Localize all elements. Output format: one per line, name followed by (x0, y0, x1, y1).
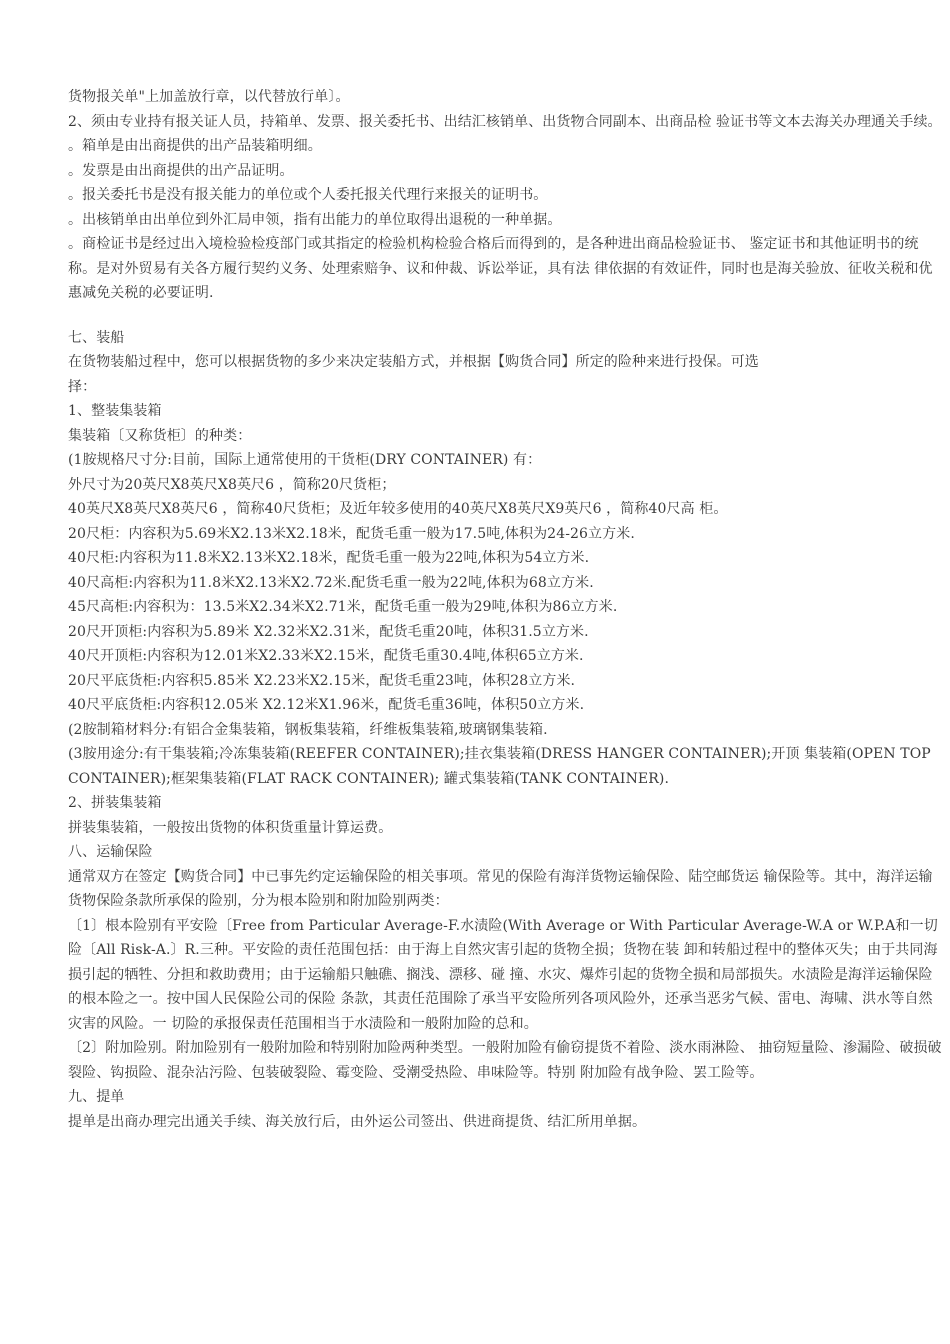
heading-insurance: 八、运输保险 (68, 844, 153, 860)
heading-full-container: 1、整装集装箱 (68, 403, 162, 419)
paragraph-45ft-hc-spec: 45尺高柜:内容积为：13.5米X2.34米X2.71米，配货毛重一般为29吨,体积为86立方米. (68, 599, 618, 615)
paragraph-basic-coverage: 〔1〕根本险别有平安险〔Free from Particular Average-F.水渍险(With Average or With Particular Average-W.A or W.P.A和一切险〔All Risk-A.〕R.三种。平安险的责任范围包括：由于海上自然灾害引起的货物全损；货物在装 卸和转船过程中的整体灭失；由于共同海损引起的牺牲、分担和救助费用；由于运输船只触礁、搁浅、漂移、碰 撞、水灾、爆炸引起的货物全损和局部损失。水渍险是海洋运输保险的根本险之一。按中国人民保险公司的保险 条款，其责任范围除了承当平安险所列各项风险外，还承当恶劣气候、雷电、海啸、洪水等自然灾害的风险。一 切险的承报保责任范围相当于水渍险和一般附加险的总和。 (68, 917, 938, 1032)
paragraph-bill-of-lading: 提单是出商办理完出通关手续、海关放行后，由外运公司签出、供进商提货、结汇所用单据。 (68, 1113, 647, 1130)
paragraph-shipment-choose: 择： (68, 378, 97, 395)
paragraph-20ft-outer: 外尺寸为20英尺X8英尺X8英尺6 ，简称20尺货柜； (68, 476, 396, 493)
paragraph-insurance-intro: 通常双方在签定【购货合同】中已事先约定运输保险的相关事项。常见的保险有海洋货物运输保险、陆空邮货运 输保险等。其中，海洋运输货物保险条款所承保的险别，分为根本险别和附加险别两类： (68, 868, 933, 909)
paragraph-additional-coverage: 〔2〕附加险别。附加险别有一般附加险和特别附加险两种类型。一般附加险有偷窃提货不着险、淡水雨淋险、 抽窃短量险、渗漏险、破损破裂险、钩损险、混杂沾污险、包装破裂险、霉变险、受潮受热险、串味险等。特别 附加险有战争险、罢工险等。 (68, 1040, 942, 1081)
paragraph-customs-stamp: 货物报关单"上加盖放行章，以代替放行单〕。 (68, 89, 350, 105)
heading-bill-of-lading: 九、提单 (68, 1089, 125, 1105)
paragraph-by-usage: (3胺用途分:有干集装箱;冷冻集装箱(REEFER CONTAINER);挂衣集装箱(DRESS HANGER CONTAINER);开顶 集装箱(OPEN TOP CONTAINER);框架集装箱(FLAT RACK CONTAINER); 罐式集装箱(TANK CONTAINER). (68, 746, 931, 787)
paragraph-customs-procedure: 2、须由专业持有报关证人员，持箱单、发票、报关委托书、出结汇核销单、出货物合同副本、出商品检 验证书等文本去海关办理通关手续。 (68, 113, 942, 130)
paragraph-20ft-spec: 20尺柜：内容积为5.69米X2.13米X2.18米，配货毛重一般为17.5吨,体积为24-26立方米. (68, 525, 635, 542)
paragraph-40ft-spec: 40尺柜:内容积为11.8米X2.13米X2.18米，配货毛重一般为22吨,体积为54立方米. (68, 550, 590, 566)
section-spacer (68, 306, 942, 326)
paragraph-power-of-attorney: 。报关委托书是没有报关能力的单位或个人委托报关代理行来报关的证明书。 (68, 187, 548, 203)
paragraph-40ft-ot-spec: 40尺开顶柜:内容积为12.01米X2.33米X2.15米，配货毛重30.4吨,体积65立方米. (68, 648, 584, 664)
heading-lcl-container: 2、拼装集装箱 (68, 795, 162, 811)
paragraph-by-material: (2胺制箱材料分:有铝合金集装箱，钢板集装箱，纤维板集装箱,玻璃钢集装箱. (68, 721, 548, 738)
paragraph-lcl-freight: 拼装集装箱，一般按出货物的体积货重量计算运费。 (68, 819, 393, 836)
paragraph-inspection-certificate: 。商检证书是经过出入境检验检疫部门或其指定的检验机构检验合格后而得到的，是各种进出商品检验证书、 鉴定证书和其他证明书的统称。是对外贸易有关各方履行契约义务、处理索赔争、议和仲裁、诉讼举证，具有法 律依据的有效证件，同时也是海关验放、征收关税和优惠减免关税的必要证明. (68, 236, 933, 301)
paragraph-20ft-ot-spec: 20尺开顶柜:内容积为5.89米 X2.32米X2.31米，配货毛重20吨，体积31.5立方米. (68, 623, 589, 640)
paragraph-invoice: 。发票是由出商提供的出产品证明。 (68, 162, 294, 179)
paragraph-20ft-fr-spec: 20尺平底货柜:内容积5.85米 X2.23米X2.15米，配货毛重23吨，体积28立方米. (68, 672, 576, 689)
paragraph-40ft-fr-spec: 40尺平底货柜:内容积12.05米 X2.12米X1.96米，配货毛重36吨，体积50立方米. (68, 697, 585, 713)
paragraph-40ft-hc-spec: 40尺高柜:内容积为11.8米X2.13米X2.72米.配货毛重一般为22吨,体积为68立方米. (68, 574, 594, 591)
paragraph-40ft-outer: 40英尺X8英尺X8英尺6 ，简称40尺货柜；及近年较多使用的40英尺X8英尺X9英尺6 ，简称40尺高 柜。 (68, 501, 728, 517)
paragraph-packing-list: 。箱单是由出商提供的出产品装箱明细。 (68, 138, 322, 154)
heading-shipment: 七、装船 (68, 329, 125, 346)
paragraph-verification-form: 。出核销单由出单位到外汇局申领，指有出能力的单位取得出退税的一种单据。 (68, 211, 562, 228)
paragraph-shipment-intro: 在货物装船过程中，您可以根据货物的多少来决定装船方式，并根据【购货合同】所定的险种来进行投保。可选 (68, 354, 759, 370)
paragraph-container-types: 集装箱〔又称货柜〕的种类： (68, 427, 252, 444)
paragraph-by-size: (1胺规格尺寸分:目前，国际上通常使用的干货柜(DRY CONTAINER) 有： (68, 452, 542, 468)
